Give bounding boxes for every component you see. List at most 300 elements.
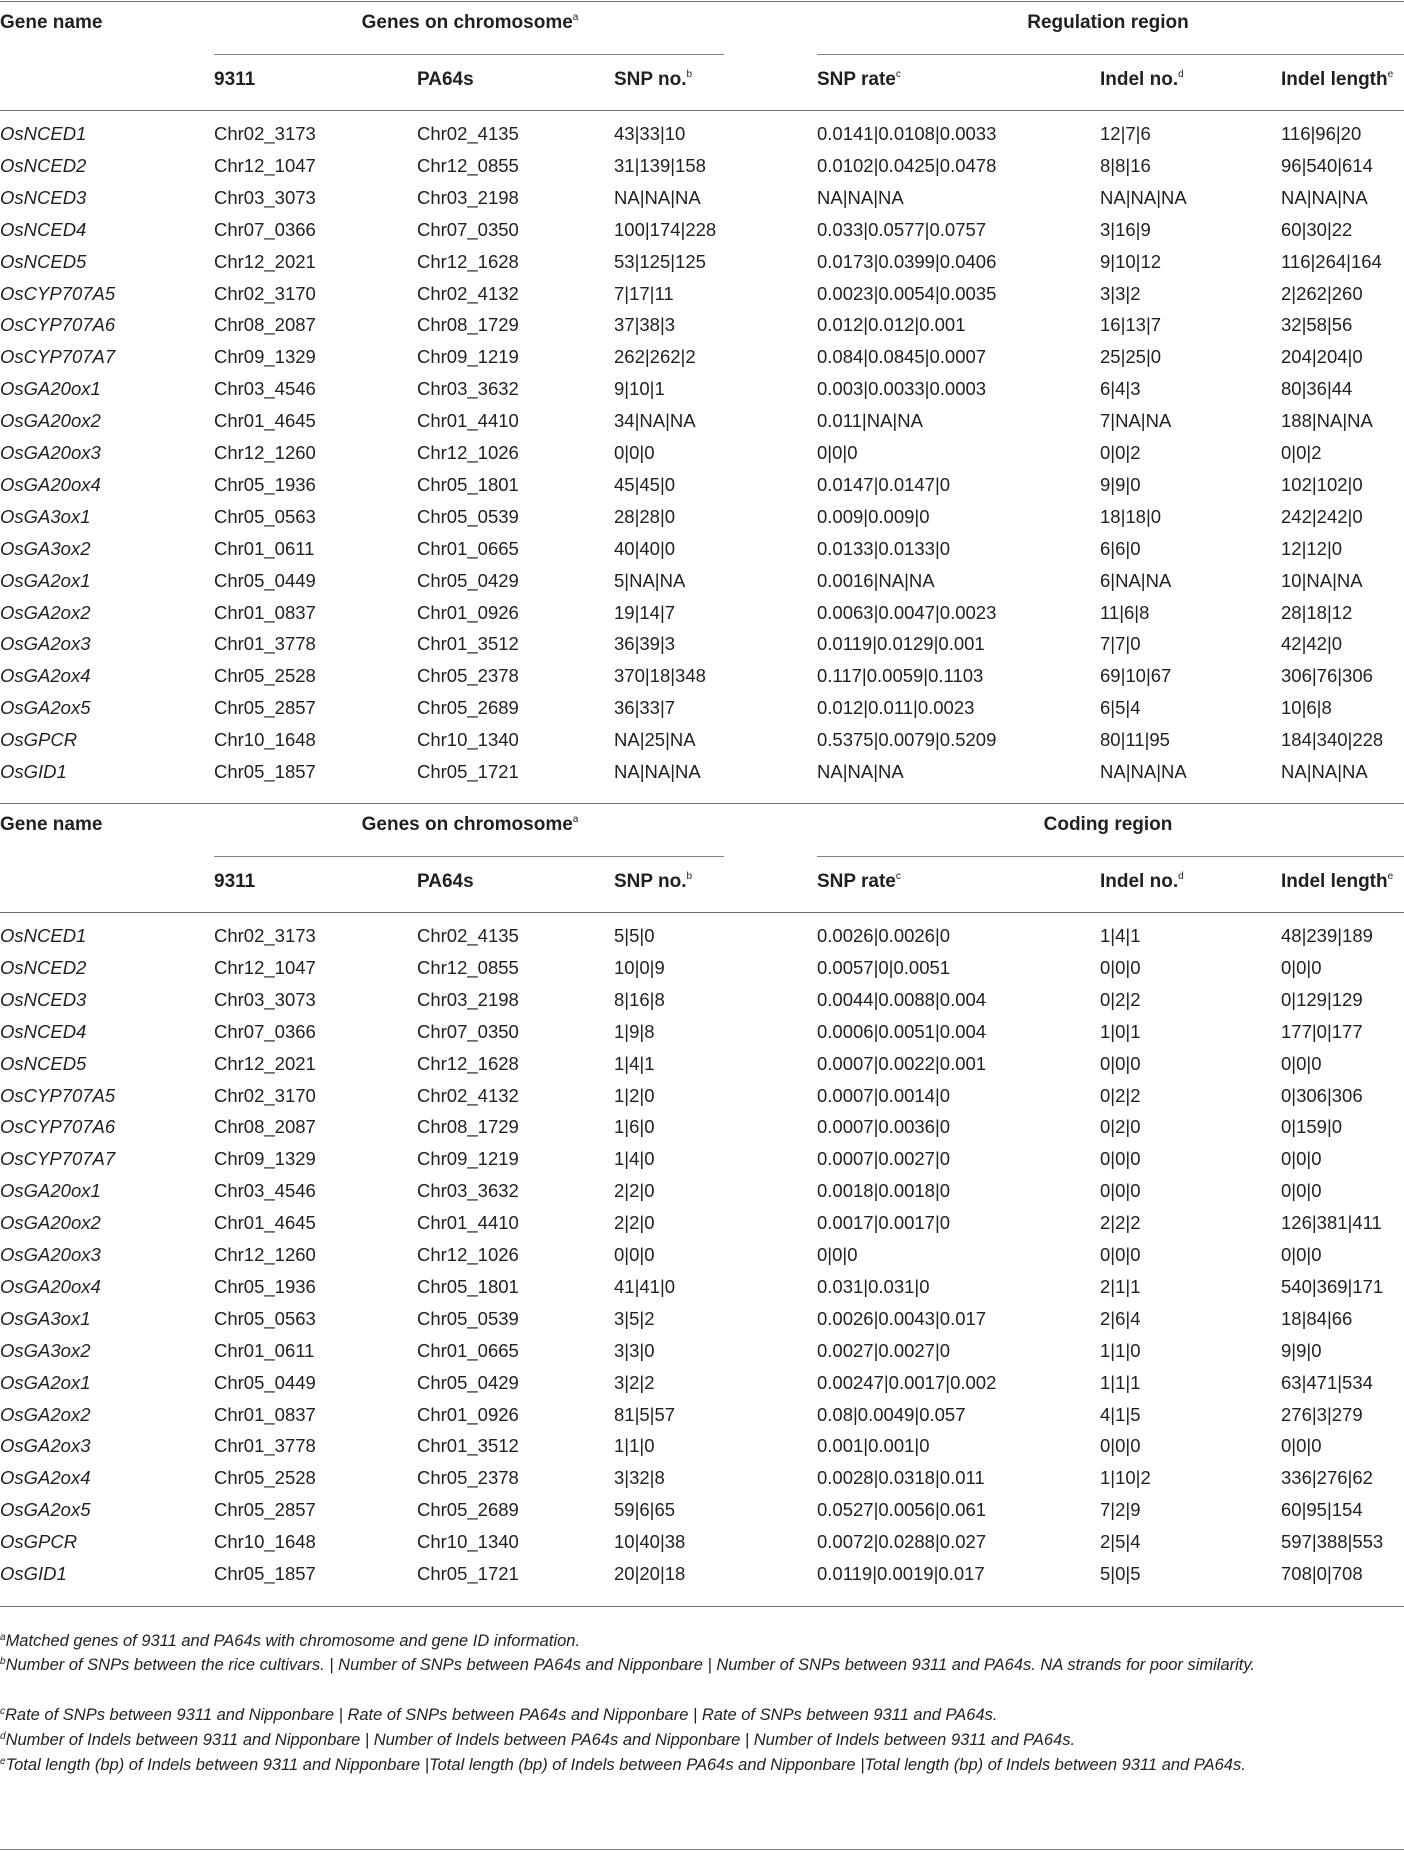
coding-region-cell-snp-rate: 0.08|0.0049|0.057 xyxy=(817,1403,966,1425)
coding-region-cell-indel-length: 60|95|154 xyxy=(1281,1499,1363,1521)
coding-region-cell-snp-no: 1|9|8 xyxy=(614,1020,655,1042)
coding-region-cell-indel-length: 0|0|0 xyxy=(1281,1148,1322,1170)
regulation-region-cell-chr-9311: Chr12_1260 xyxy=(214,442,316,463)
regulation-region-cell-indel-no: 7|NA|NA xyxy=(1100,410,1172,432)
regulation-region-cell-snp-no: 34|NA|NA xyxy=(614,410,696,432)
coding-region-header-indel-no-footnote-mark: d xyxy=(1178,871,1184,882)
coding-region-header-genes-on-chromosome-text: Genes on chromosome xyxy=(361,814,573,835)
regulation-region-cell-indel-no: 9|10|12 xyxy=(1100,250,1162,272)
regulation-region-cell-gene-name: OsGA20ox2 xyxy=(0,410,101,432)
regulation-region-cell-gene-name: OsNCED2 xyxy=(0,154,87,176)
regulation-region-cell-indel-length: 188|NA|NA xyxy=(1281,410,1373,432)
regulation-region-cell-chr-9311: Chr05_2857 xyxy=(214,697,316,719)
coding-region-cell-indel-no: 2|1|1 xyxy=(1100,1275,1141,1297)
coding-region-cell-chr-pa64s: Chr01_0665 xyxy=(417,1339,519,1361)
coding-region-header-region xyxy=(1044,814,1173,836)
regulation-region-cell-indel-length: 242|242|0 xyxy=(1281,505,1363,527)
regulation-region-cell-snp-no: 31|139|158 xyxy=(614,154,706,176)
coding-region-cell-chr-pa64s: Chr03_2198 xyxy=(417,988,519,1010)
regulation-region-cell-gene-name: OsGA3ox2 xyxy=(0,537,91,559)
coding-region-cell-indel-no: 1|1|1 xyxy=(1100,1371,1141,1393)
regulation-region-header-indel-length xyxy=(1281,69,1393,91)
coding-region-cell-indel-no: 7|2|9 xyxy=(1100,1499,1141,1521)
coding-region-cell-chr-pa64s: Chr10_1340 xyxy=(417,1531,519,1553)
regulation-region-cell-snp-no: NA|NA|NA xyxy=(614,761,701,782)
regulation-region-cell-indel-no: NA|NA|NA xyxy=(1100,761,1187,782)
regulation-region-header-indel-no-text: Indel no. xyxy=(1100,69,1179,90)
regulation-region-cell-snp-rate: 0.117|0.0059|0.1103 xyxy=(817,665,984,687)
regulation-region-cell-indel-no: 8|8|16 xyxy=(1100,154,1151,176)
regulation-region-cell-snp-rate: 0.0133|0.0133|0 xyxy=(817,537,951,559)
regulation-region-cell-gene-name: OsCYP707A5 xyxy=(0,282,116,304)
coding-region-cell-snp-rate: 0.031|0.031|0 xyxy=(817,1275,930,1297)
coding-region-cell-chr-9311: Chr07_0366 xyxy=(214,1020,316,1042)
regulation-region-cell-indel-no: 3|16|9 xyxy=(1100,218,1151,240)
coding-region-cell-indel-no: 2|2|2 xyxy=(1100,1212,1141,1234)
regulation-region-cell-gene-name: OsGA2ox3 xyxy=(0,633,91,655)
coding-region-cell-snp-rate: 0.0007|0.0022|0.001 xyxy=(817,1052,987,1074)
regulation-region-cell-indel-no: 11|6|8 xyxy=(1100,601,1150,623)
coding-region-cell-snp-rate: 0.0018|0.0018|0 xyxy=(817,1180,951,1202)
coding-region-cell-snp-no: 10|40|38 xyxy=(614,1531,686,1553)
coding-region-cell-chr-9311: Chr12_1047 xyxy=(214,956,316,978)
coding-region-header-snp-rate-text: SNP rate xyxy=(817,871,896,892)
regulation-region-cell-chr-9311: Chr05_1936 xyxy=(214,473,316,495)
coding-region-cell-chr-pa64s: Chr12_1628 xyxy=(417,1052,519,1074)
regulation-region-cell-indel-length: NA|NA|NA xyxy=(1281,761,1368,782)
regulation-region-cell-chr-pa64s: Chr05_0539 xyxy=(417,505,519,527)
regulation-region-cell-indel-length: 102|102|0 xyxy=(1281,473,1363,495)
coding-region-cell-indel-no: 2|6|4 xyxy=(1100,1307,1141,1329)
coding-region-cell-snp-rate: 0.0072|0.0288|0.027 xyxy=(817,1531,987,1553)
coding-region-header-snp-no-footnote-mark: b xyxy=(686,871,693,882)
coding-region-cell-indel-no: 1|1|0 xyxy=(1100,1339,1141,1361)
regulation-region-cell-snp-rate: 0.012|0.011|0.0023 xyxy=(817,697,975,719)
regulation-region-cell-snp-no: 36|39|3 xyxy=(614,633,676,655)
coding-region-cell-snp-rate: 0.0006|0.0051|0.004 xyxy=(817,1020,987,1042)
coding-region-cell-indel-length: 0|0|0 xyxy=(1281,1244,1322,1265)
regulation-region-cell-indel-no: 69|10|67 xyxy=(1100,665,1172,687)
coding-region-cell-snp-rate: 0.0007|0.0027|0 xyxy=(817,1148,951,1170)
coding-region-cell-indel-length: 0|0|0 xyxy=(1281,956,1322,978)
footnote-c xyxy=(0,1701,1400,1726)
regulation-region-cell-gene-name: OsCYP707A7 xyxy=(0,346,116,368)
coding-region-cell-indel-no: 5|0|5 xyxy=(1100,1563,1141,1584)
coding-region-cell-snp-no: 1|6|0 xyxy=(614,1116,655,1138)
coding-region-cell-snp-rate: 0.0044|0.0088|0.004 xyxy=(817,988,987,1010)
coding-region-header-indel-length xyxy=(1281,871,1393,893)
regulation-region-cell-snp-no: 0|0|0 xyxy=(614,442,655,463)
coding-region-cell-chr-pa64s: Chr01_3512 xyxy=(417,1435,519,1457)
coding-region-cell-snp-rate: 0.0527|0.0056|0.061 xyxy=(817,1499,987,1521)
regulation-region-cell-indel-no: 80|11|95 xyxy=(1100,729,1170,751)
coding-region-cell-gene-name: OsCYP707A6 xyxy=(0,1116,116,1138)
coding-region-cell-indel-no: 1|0|1 xyxy=(1100,1020,1141,1042)
coding-region-cell-gene-name: OsGA20ox3 xyxy=(0,1244,101,1265)
regulation-region-cell-gene-name: OsGA2ox1 xyxy=(0,569,91,591)
coding-region-cell-gene-name: OsGA2ox2 xyxy=(0,1403,91,1425)
footnote-text: Number of Indels between 9311 and Nipponbare | Number of Indels between PA64s and Nipponbare | Number of Indels between 9311 and PA64s. xyxy=(5,1731,1076,1749)
coding-region-cell-gene-name: OsGA2ox5 xyxy=(0,1499,91,1521)
regulation-region-cell-gene-name: OsCYP707A6 xyxy=(0,314,116,336)
coding-region-cell-chr-pa64s: Chr05_0539 xyxy=(417,1307,519,1329)
coding-region-header-gene-name xyxy=(0,814,102,836)
regulation-region-cell-snp-no: 5|NA|NA xyxy=(614,569,686,591)
coding-region-header-genes-on-chromosome-footnote-mark: a xyxy=(572,814,579,825)
coding-region-cell-snp-no: 10|0|9 xyxy=(614,956,665,978)
coding-region-cell-snp-no: 81|5|57 xyxy=(614,1403,676,1425)
regulation-region-cell-snp-rate: 0.0023|0.0054|0.0035 xyxy=(817,282,997,304)
footnote-text: Rate of SNPs between 9311 and Nipponbare | Rate of SNPs between PA64s and Nipponbare | Rate of SNPs between 9311 and PA64s. xyxy=(5,1706,998,1724)
coding-region-cell-indel-no: 0|0|0 xyxy=(1100,956,1141,978)
regulation-region-cell-indel-length: 96|540|614 xyxy=(1281,154,1373,176)
regulation-region-group-rule-chromosome xyxy=(214,54,724,55)
regulation-region-cell-gene-name: OsGID1 xyxy=(0,761,67,782)
regulation-region-header-9311 xyxy=(214,69,255,91)
coding-region-cell-snp-rate: 0.00247|0.0017|0.002 xyxy=(817,1371,997,1393)
regulation-region-group-rule-region xyxy=(817,54,1404,55)
coding-region-cell-gene-name: OsGA20ox1 xyxy=(0,1180,101,1202)
coding-region-cell-snp-no: 3|2|2 xyxy=(614,1371,655,1393)
coding-region-cell-chr-9311: Chr05_2857 xyxy=(214,1499,316,1521)
regulation-region-cell-snp-no: 53|125|125 xyxy=(614,250,706,272)
coding-region-header-pa64s-text: PA64s xyxy=(417,871,474,892)
coding-region-cell-indel-no: 0|0|0 xyxy=(1100,1180,1141,1202)
regulation-region-cell-indel-length: 80|36|44 xyxy=(1281,378,1353,400)
regulation-region-cell-snp-rate: 0.0063|0.0047|0.0023 xyxy=(817,601,997,623)
coding-region-cell-snp-rate: 0.0007|0.0014|0 xyxy=(817,1084,951,1106)
regulation-region-cell-chr-pa64s: Chr01_3512 xyxy=(417,633,519,655)
coding-region-header-snp-rate xyxy=(817,871,901,893)
regulation-region-cell-chr-9311: Chr05_1857 xyxy=(214,761,316,782)
coding-region-cell-gene-name: OsNCED4 xyxy=(0,1020,87,1042)
coding-region-cell-chr-9311: Chr08_2087 xyxy=(214,1116,316,1138)
coding-region-cell-chr-9311: Chr03_4546 xyxy=(214,1180,316,1202)
regulation-region-cell-snp-rate: 0.0147|0.0147|0 xyxy=(817,473,951,495)
regulation-region-cell-snp-no: 100|174|228 xyxy=(614,218,717,240)
coding-region-cell-snp-no: 1|4|0 xyxy=(614,1148,655,1170)
coding-region-cell-chr-pa64s: Chr12_0855 xyxy=(417,956,519,978)
regulation-region-header-gene-name xyxy=(0,12,102,34)
coding-region-cell-chr-9311: Chr02_3173 xyxy=(214,925,316,946)
regulation-region-cell-gene-name: OsGA2ox5 xyxy=(0,697,91,719)
coding-region-cell-chr-9311: Chr01_0611 xyxy=(214,1339,315,1361)
footnote-mark: b xyxy=(0,1656,6,1667)
coding-region-cell-chr-pa64s: Chr05_1801 xyxy=(417,1275,519,1297)
coding-region-cell-chr-9311: Chr09_1329 xyxy=(214,1148,316,1170)
regulation-region-cell-snp-no: 19|14|7 xyxy=(614,601,676,623)
coding-region-cell-chr-pa64s: Chr05_1721 xyxy=(417,1563,519,1584)
coding-region-cell-chr-pa64s: Chr05_2689 xyxy=(417,1499,519,1521)
regulation-region-cell-chr-9311: Chr01_4645 xyxy=(214,410,316,432)
coding-region-cell-indel-length: 63|471|534 xyxy=(1281,1371,1373,1393)
coding-region-group-rule-region xyxy=(817,856,1404,857)
coding-region-cell-indel-length: 0|0|0 xyxy=(1281,1435,1322,1457)
regulation-region-cell-snp-no: 262|262|2 xyxy=(614,346,696,368)
coding-region-header-indel-length-text: Indel length xyxy=(1281,871,1388,892)
coding-region-cell-chr-pa64s: Chr05_2378 xyxy=(417,1467,519,1489)
footnote-text: Number of SNPs between the rice cultivars. | Number of SNPs between PA64s and Nipponbare | Number of SNPs between 9311 and PA64s. NA strands for poor similarity. xyxy=(5,1656,1255,1674)
regulation-region-cell-chr-pa64s: Chr10_1340 xyxy=(417,729,519,751)
coding-region-cell-chr-pa64s: Chr02_4135 xyxy=(417,925,519,946)
regulation-region-cell-gene-name: OsGA2ox2 xyxy=(0,601,91,623)
coding-region-cell-chr-pa64s: Chr12_1026 xyxy=(417,1244,519,1265)
coding-region-header-snp-no xyxy=(614,871,692,893)
regulation-region-cell-gene-name: OsGA20ox1 xyxy=(0,378,101,400)
regulation-region-cell-chr-pa64s: Chr03_3632 xyxy=(417,378,519,400)
regulation-region-header-gene-name-text: Gene name xyxy=(0,12,103,33)
regulation-region-cell-chr-9311: Chr12_1047 xyxy=(214,154,316,176)
coding-region-cell-snp-rate: 0.0057|0|0.0051 xyxy=(817,956,951,978)
regulation-region-cell-snp-rate: 0.0173|0.0399|0.0406 xyxy=(817,250,997,272)
regulation-region-cell-gene-name: OsGA2ox4 xyxy=(0,665,91,687)
regulation-region-cell-chr-9311: Chr08_2087 xyxy=(214,314,316,336)
coding-region-cell-gene-name: OsCYP707A7 xyxy=(0,1148,116,1170)
coding-region-header-indel-no xyxy=(1100,871,1184,893)
page-bottom-rule xyxy=(0,1849,1404,1850)
coding-region-cell-indel-no: 0|2|2 xyxy=(1100,1084,1141,1106)
coding-region-cell-snp-no: 1|4|1 xyxy=(614,1052,655,1074)
regulation-region-cell-snp-no: 37|38|3 xyxy=(614,314,676,336)
coding-region-cell-indel-length: 0|159|0 xyxy=(1281,1116,1343,1138)
coding-region-cell-indel-no: 0|0|0 xyxy=(1100,1148,1141,1170)
coding-region-cell-indel-no: 1|10|2 xyxy=(1100,1467,1151,1489)
regulation-region-cell-snp-rate: NA|NA|NA xyxy=(817,761,904,782)
regulation-region-cell-snp-rate: 0.011|NA|NA xyxy=(817,410,923,432)
coding-region-cell-indel-length: 597|388|553 xyxy=(1281,1531,1384,1553)
coding-region-group-rule-chromosome xyxy=(214,856,724,857)
coding-region-cell-chr-9311: Chr05_0563 xyxy=(214,1307,316,1329)
coding-region-cell-chr-pa64s: Chr01_0926 xyxy=(417,1403,519,1425)
regulation-region-cell-chr-pa64s: Chr05_1721 xyxy=(417,761,519,782)
regulation-region-cell-gene-name: OsGA20ox3 xyxy=(0,442,101,463)
regulation-region-cell-chr-pa64s: Chr09_1219 xyxy=(417,346,519,368)
regulation-region-header-snp-no-text: SNP no. xyxy=(614,69,687,90)
footnote-d xyxy=(0,1726,1400,1751)
regulation-region-cell-indel-length: 12|12|0 xyxy=(1281,537,1343,559)
regulation-region-cell-indel-no: 12|7|6 xyxy=(1100,123,1151,144)
regulation-region-cell-chr-9311: Chr03_3073 xyxy=(214,186,316,208)
coding-region-cell-snp-no: 1|2|0 xyxy=(614,1084,655,1106)
regulation-region-header-snp-rate-footnote-mark: c xyxy=(895,69,901,80)
coding-region-cell-chr-9311: Chr05_1936 xyxy=(214,1275,316,1297)
coding-region-header-rule xyxy=(0,912,1404,913)
footnote-mark: a xyxy=(0,1632,6,1643)
regulation-region-cell-indel-no: 6|6|0 xyxy=(1100,537,1141,559)
regulation-region-cell-snp-no: 9|10|1 xyxy=(614,378,665,400)
regulation-region-cell-chr-pa64s: Chr02_4135 xyxy=(417,123,519,144)
footnote-mark: e xyxy=(0,1756,6,1767)
regulation-region-header-region xyxy=(1027,12,1189,34)
regulation-region-cell-indel-length: 184|340|228 xyxy=(1281,729,1384,751)
regulation-region-header-pa64s-text: PA64s xyxy=(417,69,474,90)
regulation-region-cell-chr-pa64s: Chr05_2378 xyxy=(417,665,519,687)
coding-region-cell-gene-name: OsGA20ox4 xyxy=(0,1275,101,1297)
coding-region-cell-gene-name: OsCYP707A5 xyxy=(0,1084,116,1106)
regulation-region-cell-snp-no: 36|33|7 xyxy=(614,697,676,719)
regulation-region-header-genes-on-chromosome xyxy=(362,12,579,34)
regulation-region-header-9311-text: 9311 xyxy=(214,69,256,90)
coding-region-cell-snp-rate: 0.0017|0.0017|0 xyxy=(817,1212,951,1234)
regulation-region-cell-indel-length: 10|NA|NA xyxy=(1281,569,1363,591)
regulation-region-header-indel-no xyxy=(1100,69,1184,91)
coding-region-cell-gene-name: OsNCED1 xyxy=(0,925,87,946)
footnote-e xyxy=(0,1751,1400,1776)
regulation-region-cell-chr-9311: Chr01_3778 xyxy=(214,633,316,655)
coding-region-cell-chr-9311: Chr01_4645 xyxy=(214,1212,316,1234)
coding-region-cell-snp-no: 41|41|0 xyxy=(614,1275,676,1297)
regulation-region-cell-chr-9311: Chr12_2021 xyxy=(214,250,316,272)
regulation-region-header-genes-on-chromosome-text: Genes on chromosome xyxy=(361,12,573,33)
regulation-region-cell-chr-9311: Chr05_0563 xyxy=(214,505,316,527)
regulation-region-cell-chr-9311: Chr05_0449 xyxy=(214,569,316,591)
regulation-region-cell-gene-name: OsNCED4 xyxy=(0,218,87,240)
regulation-region-header-indel-length-text: Indel length xyxy=(1281,69,1388,90)
coding-region-cell-chr-pa64s: Chr07_0350 xyxy=(417,1020,519,1042)
coding-region-cell-indel-length: 0|306|306 xyxy=(1281,1084,1363,1106)
regulation-region-cell-chr-9311: Chr02_3173 xyxy=(214,123,316,144)
regulation-region-cell-snp-no: 28|28|0 xyxy=(614,505,676,527)
regulation-region-cell-chr-pa64s: Chr05_0429 xyxy=(417,569,519,591)
regulation-region-header-genes-on-chromosome-footnote-mark: a xyxy=(572,12,579,23)
regulation-region-cell-indel-no: 3|3|2 xyxy=(1100,282,1141,304)
coding-region-cell-indel-length: 48|239|189 xyxy=(1281,925,1373,946)
coding-region-cell-snp-no: 2|2|0 xyxy=(614,1212,655,1234)
regulation-region-cell-chr-9311: Chr01_0611 xyxy=(214,537,315,559)
regulation-region-cell-indel-length: 2|262|260 xyxy=(1281,282,1363,304)
regulation-region-cell-chr-pa64s: Chr01_0665 xyxy=(417,537,519,559)
regulation-region-cell-snp-rate: 0|0|0 xyxy=(817,442,858,463)
coding-region-cell-chr-9311: Chr03_3073 xyxy=(214,988,316,1010)
regulation-region-header-snp-no-footnote-mark: b xyxy=(686,69,693,80)
coding-region-cell-snp-rate: 0.001|0.001|0 xyxy=(817,1435,930,1457)
coding-region-cell-indel-no: 0|2|2 xyxy=(1100,988,1141,1010)
regulation-region-cell-snp-no: NA|NA|NA xyxy=(614,186,701,208)
coding-region-cell-snp-no: 59|6|65 xyxy=(614,1499,676,1521)
regulation-region-cell-indel-length: NA|NA|NA xyxy=(1281,186,1368,208)
regulation-region-cell-indel-no: 25|25|0 xyxy=(1100,346,1162,368)
regulation-region-cell-indel-no: 0|0|2 xyxy=(1100,442,1141,463)
regulation-region-cell-chr-pa64s: Chr08_1729 xyxy=(417,314,519,336)
coding-region-cell-snp-rate: 0|0|0 xyxy=(817,1244,858,1265)
coding-region-cell-indel-length: 177|0|177 xyxy=(1281,1020,1363,1042)
regulation-region-cell-gene-name: OsGA3ox1 xyxy=(0,505,91,527)
regulation-region-cell-snp-no: NA|25|NA xyxy=(614,729,696,751)
regulation-region-cell-gene-name: OsGA20ox4 xyxy=(0,473,101,495)
regulation-region-cell-chr-9311: Chr10_1648 xyxy=(214,729,316,751)
regulation-region-cell-snp-rate: NA|NA|NA xyxy=(817,186,904,208)
regulation-region-cell-chr-pa64s: Chr05_1801 xyxy=(417,473,519,495)
coding-region-header-region-text: Coding region xyxy=(1043,814,1173,835)
regulation-region-cell-chr-pa64s: Chr12_0855 xyxy=(417,154,519,176)
regulation-region-cell-indel-length: 32|58|56 xyxy=(1281,314,1353,336)
regulation-region-header-region-text: Regulation region xyxy=(1027,12,1189,33)
regulation-region-cell-snp-rate: 0.084|0.0845|0.0007 xyxy=(817,346,987,368)
coding-region-cell-indel-no: 2|5|4 xyxy=(1100,1531,1141,1553)
regulation-region-cell-indel-length: 306|76|306 xyxy=(1281,665,1373,687)
coding-region-cell-snp-rate: 0.0119|0.0019|0.017 xyxy=(817,1563,985,1584)
coding-region-cell-chr-9311: Chr12_2021 xyxy=(214,1052,316,1074)
regulation-region-cell-snp-rate: 0.009|0.009|0 xyxy=(817,505,930,527)
regulation-region-top-rule xyxy=(0,1,1404,2)
coding-region-cell-chr-pa64s: Chr05_0429 xyxy=(417,1371,519,1393)
coding-region-cell-chr-9311: Chr05_2528 xyxy=(214,1467,316,1489)
regulation-region-cell-chr-pa64s: Chr01_0926 xyxy=(417,601,519,623)
regulation-region-cell-chr-pa64s: Chr12_1628 xyxy=(417,250,519,272)
regulation-region-cell-gene-name: OsNCED1 xyxy=(0,123,87,144)
coding-region-top-rule xyxy=(0,803,1404,804)
regulation-region-cell-snp-rate: 0.0102|0.0425|0.0478 xyxy=(817,154,997,176)
coding-region-cell-chr-9311: Chr01_3778 xyxy=(214,1435,316,1457)
coding-region-cell-indel-length: 18|84|66 xyxy=(1281,1307,1353,1329)
coding-region-cell-gene-name: OsNCED3 xyxy=(0,988,87,1010)
coding-region-cell-indel-no: 4|1|5 xyxy=(1100,1403,1141,1425)
coding-region-cell-snp-no: 3|3|0 xyxy=(614,1339,655,1361)
regulation-region-cell-snp-rate: 0.0119|0.0129|0.001 xyxy=(817,633,985,655)
coding-region-cell-snp-no: 3|32|8 xyxy=(614,1467,665,1489)
regulation-region-cell-gene-name: OsNCED5 xyxy=(0,250,87,272)
regulation-region-cell-chr-pa64s: Chr02_4132 xyxy=(417,282,519,304)
regulation-region-header-indel-length-footnote-mark: e xyxy=(1387,69,1394,80)
coding-region-header-snp-rate-footnote-mark: c xyxy=(895,871,901,882)
regulation-region-header-rule xyxy=(0,110,1404,111)
coding-region-cell-gene-name: OsGA3ox2 xyxy=(0,1339,91,1361)
coding-region-cell-chr-9311: Chr10_1648 xyxy=(214,1531,316,1553)
regulation-region-cell-indel-no: 6|5|4 xyxy=(1100,697,1141,719)
coding-region-cell-chr-9311: Chr01_0837 xyxy=(214,1403,316,1425)
coding-region-cell-indel-length: 9|9|0 xyxy=(1281,1339,1322,1361)
coding-region-cell-indel-no: 0|0|0 xyxy=(1100,1435,1141,1457)
coding-region-cell-indel-length: 336|276|62 xyxy=(1281,1467,1373,1489)
regulation-region-cell-indel-length: 116|96|20 xyxy=(1281,123,1362,144)
coding-region-cell-gene-name: OsGA20ox2 xyxy=(0,1212,101,1234)
regulation-region-cell-indel-length: 116|264|164 xyxy=(1281,250,1382,272)
regulation-region-cell-chr-9311: Chr07_0366 xyxy=(214,218,316,240)
regulation-region-cell-indel-no: 6|NA|NA xyxy=(1100,569,1172,591)
coding-region-header-snp-no-text: SNP no. xyxy=(614,871,687,892)
regulation-region-cell-chr-pa64s: Chr07_0350 xyxy=(417,218,519,240)
coding-region-cell-snp-rate: 0.0026|0.0043|0.017 xyxy=(817,1307,987,1329)
regulation-region-cell-snp-rate: 0.003|0.0033|0.0003 xyxy=(817,378,987,400)
coding-region-cell-gene-name: OsGA2ox3 xyxy=(0,1435,91,1457)
footnote-mark: d xyxy=(0,1731,6,1742)
regulation-region-cell-indel-length: 28|18|12 xyxy=(1281,601,1353,623)
regulation-region-cell-chr-9311: Chr09_1329 xyxy=(214,346,316,368)
regulation-region-header-pa64s xyxy=(417,69,474,91)
coding-region-cell-chr-9311: Chr12_1260 xyxy=(214,1244,316,1265)
coding-region-cell-indel-length: 708|0|708 xyxy=(1281,1563,1363,1584)
regulation-region-cell-snp-no: 43|33|10 xyxy=(614,123,686,144)
regulation-region-cell-snp-rate: 0.0141|0.0108|0.0033 xyxy=(817,123,997,144)
regulation-region-cell-snp-no: 40|40|0 xyxy=(614,537,676,559)
regulation-region-cell-chr-9311: Chr03_4546 xyxy=(214,378,316,400)
regulation-region-cell-snp-rate: 0.012|0.012|0.001 xyxy=(817,314,966,336)
coding-region-cell-indel-no: 1|4|1 xyxy=(1100,925,1141,946)
regulation-region-cell-indel-no: 9|9|0 xyxy=(1100,473,1141,495)
coding-region-header-pa64s xyxy=(417,871,474,893)
regulation-region-cell-chr-9311: Chr02_3170 xyxy=(214,282,316,304)
coding-region-header-genes-on-chromosome xyxy=(362,814,579,836)
regulation-region-header-indel-no-footnote-mark: d xyxy=(1178,69,1184,80)
coding-region-header-gene-name-text: Gene name xyxy=(0,814,103,835)
coding-region-cell-indel-length: 0|129|129 xyxy=(1281,988,1363,1010)
regulation-region-cell-indel-length: 0|0|2 xyxy=(1281,442,1322,463)
coding-region-cell-indel-length: 0|0|0 xyxy=(1281,1180,1322,1202)
regulation-region-cell-indel-no: 18|18|0 xyxy=(1100,505,1162,527)
regulation-region-cell-chr-9311: Chr05_2528 xyxy=(214,665,316,687)
coding-region-cell-gene-name: OsGA2ox4 xyxy=(0,1467,91,1489)
regulation-region-cell-snp-no: 7|17|11 xyxy=(614,282,674,304)
